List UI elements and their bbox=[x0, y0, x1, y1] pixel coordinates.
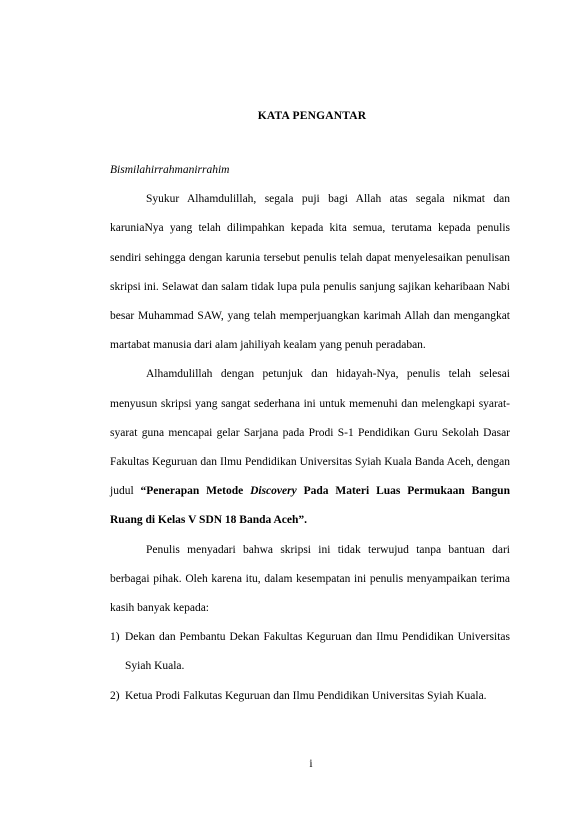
list-item-text: Dekan dan Pembantu Dekan Fakultas Keguruan dan Ilmu Pendidikan Universitas Syiah Kuala. bbox=[125, 631, 510, 673]
paragraph-2-text: Alhamdulillah dengan petunjuk dan hidayah-Nya, penulis telah selesai menyusun skripsi yang sangat sederhana ini untuk memenuhi dan melengkapi syarat-syarat guna mencapai gelar Sarjana pada Prodi S-1 Pendidikan Guru Sekolah Dasar Fakultas Keguruan dan Ilmu Pendidikan Universitas Syiah Kuala Banda Aceh, dengan judul bbox=[110, 368, 510, 498]
list-item-number: 1) bbox=[110, 631, 120, 644]
thesis-title-italic: Discovery bbox=[250, 485, 297, 498]
page-title: KATA PENGANTAR bbox=[257, 110, 367, 122]
thesis-title-part-2: Pada Materi Luas Permukaan Bangun Ruang di Kelas V SDN 18 Banda Aceh”. bbox=[110, 485, 510, 527]
salutation: Bismilahirrahmanirrahim bbox=[110, 164, 230, 176]
document-body bbox=[110, 156, 510, 711]
list-item bbox=[110, 623, 510, 681]
paragraph-1: Syukur Alhamdulillah, segala puji bagi Allah atas segala nikmat dan karuniaNya yang telah dilimpahkan kepada kita semua, terutama kepada penulis sendiri sehingga dengan karunia tersebut penulis telah dapat menyelesaikan penulisan skripsi ini. Selawat dan salam tidak lupa pula penulis sanjung sajikan keharibaan Nabi besar Muhammad SAW, yang telah memperjuangkan karimah Allah dan mengangkat martabat manusia dari alam jahiliyah kealam yang penuh peradaban. bbox=[110, 193, 510, 352]
list-item bbox=[110, 682, 510, 711]
list-item-text: Ketua Prodi Falkutas Keguruan dan Ilmu Pendidikan Universitas Syiah Kuala. bbox=[125, 689, 487, 702]
page-number: i bbox=[309, 758, 313, 770]
thesis-title-part-1: “Penerapan Metode bbox=[140, 485, 251, 498]
paragraph-2 bbox=[110, 360, 510, 535]
paragraph-3: Penulis menyadari bahwa skripsi ini tidak terwujud tanpa bantuan dari berbagai pihak. Oleh karena itu, dalam kesempatan ini penulis menyampaikan terima kasih banyak kepada: bbox=[110, 543, 510, 615]
list-item-number: 2) bbox=[110, 689, 120, 702]
